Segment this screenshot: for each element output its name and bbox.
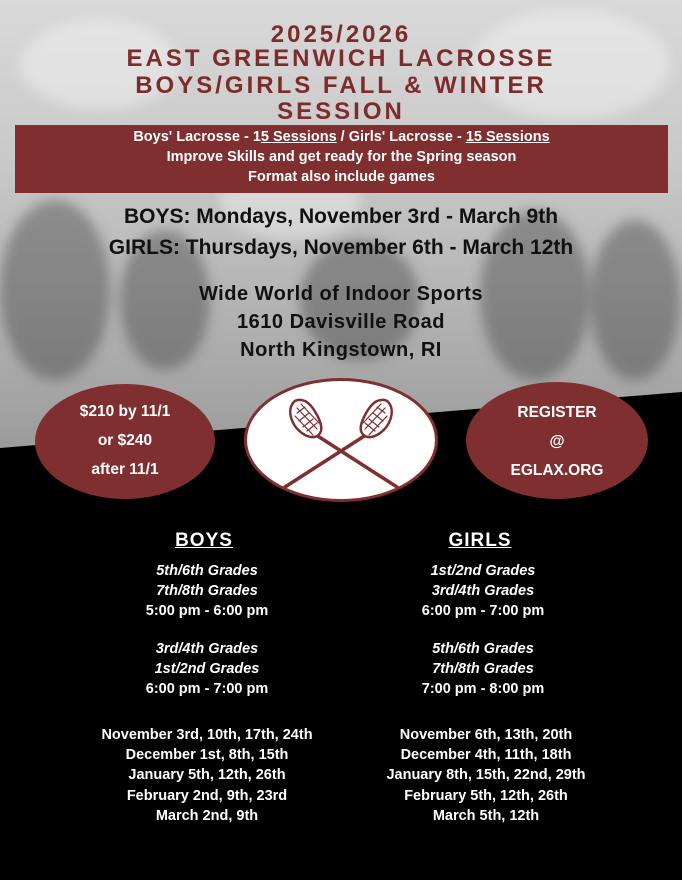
venue-name: Wide World of Indoor Sports bbox=[198, 283, 484, 305]
girls-dates-february: February 5th, 12th, 26th bbox=[404, 787, 568, 804]
lacrosse-logo-oval bbox=[244, 378, 438, 502]
title-year: 2025/2026 bbox=[270, 21, 412, 48]
banner-format-line: Format also include games bbox=[248, 169, 435, 185]
price-late: after 11/1 bbox=[91, 461, 159, 478]
girls-group-2 bbox=[383, 639, 583, 699]
boys-group-2 bbox=[107, 639, 307, 699]
price-early: $210 by 11/1 bbox=[79, 403, 171, 420]
sessions-banner bbox=[15, 125, 668, 193]
boys-group-2-grade-b: 1st/2nd Grades bbox=[154, 661, 260, 677]
boys-group-1-time: 5:00 pm - 6:00 pm bbox=[145, 603, 269, 619]
girls-group-1-time: 6:00 pm - 7:00 pm bbox=[421, 603, 545, 619]
girls-heading: GIRLS bbox=[448, 530, 512, 551]
register-label: REGISTER bbox=[517, 404, 597, 421]
boys-group-1-grade-a: 5th/6th Grades bbox=[156, 563, 258, 579]
girls-sessions-count: 15 Sessions bbox=[465, 129, 550, 145]
boys-group-2-time: 6:00 pm - 7:00 pm bbox=[145, 681, 269, 697]
register-url[interactable]: EGLAX.ORG bbox=[510, 462, 604, 479]
girls-sessions-label: / Girls' Lacrosse - bbox=[336, 129, 466, 145]
title-session: SESSION bbox=[277, 98, 405, 125]
boys-dates-november: November 3rd, 10th, 17th, 24th bbox=[101, 727, 313, 743]
boys-date-list bbox=[77, 725, 337, 826]
girls-date-list bbox=[356, 725, 616, 826]
girls-season-dates: GIRLS: Thursdays, November 6th - March 12th bbox=[108, 236, 574, 259]
sessions-line bbox=[15, 127, 668, 147]
girls-group-1 bbox=[383, 561, 583, 621]
girls-group-2-time: 7:00 pm - 8:00 pm bbox=[421, 681, 545, 697]
venue-street: 1610 Davisville Road bbox=[237, 311, 445, 333]
boys-group-2-grade-a: 3rd/4th Grades bbox=[155, 641, 259, 657]
title-program: BOYS/GIRLS FALL & WINTER bbox=[135, 72, 547, 99]
boys-dates-march: March 2nd, 9th bbox=[155, 807, 259, 824]
banner-skills-line: Improve Skills and get ready for the Spring season bbox=[166, 149, 517, 165]
boys-season-dates: BOYS: Mondays, November 3rd - March 9th bbox=[123, 205, 559, 228]
boys-group-1-grade-b: 7th/8th Grades bbox=[156, 583, 258, 599]
girls-group-2-grade-a: 5th/6th Grades bbox=[432, 641, 534, 657]
girls-dates-january: January 8th, 15th, 22nd, 29th bbox=[386, 767, 586, 784]
title-org: EAST GREENWICH LACROSSE bbox=[126, 45, 556, 72]
boys-sessions-count: 5 Sessions bbox=[260, 129, 337, 145]
venue-city: North Kingstown, RI bbox=[240, 339, 442, 361]
girls-group-2-grade-b: 7th/8th Grades bbox=[432, 661, 534, 677]
boys-dates-february: February 2nd, 9th, 23rd bbox=[126, 787, 288, 804]
price-oval bbox=[35, 384, 215, 499]
boys-dates-january: January 5th, 12th, 26th bbox=[128, 767, 286, 784]
girls-group-1-grade-b: 3rd/4th Grades bbox=[431, 583, 535, 599]
register-at: @ bbox=[549, 433, 565, 450]
boys-heading: BOYS bbox=[175, 530, 233, 551]
girls-dates-december: December 4th, 11th, 18th bbox=[400, 747, 572, 764]
price-or: or $240 bbox=[97, 432, 153, 449]
boys-sessions-label: Boys' Lacrosse - 1 bbox=[133, 129, 261, 145]
boys-group-1 bbox=[107, 561, 307, 621]
girls-dates-november: November 6th, 13th, 20th bbox=[399, 727, 573, 743]
girls-group-1-grade-a: 1st/2nd Grades bbox=[430, 563, 536, 579]
crossed-lacrosse-sticks-icon bbox=[247, 381, 435, 499]
boys-dates-december: December 1st, 8th, 15th bbox=[125, 747, 289, 764]
girls-dates-march: March 5th, 12th bbox=[432, 807, 540, 824]
register-oval[interactable] bbox=[466, 382, 648, 499]
